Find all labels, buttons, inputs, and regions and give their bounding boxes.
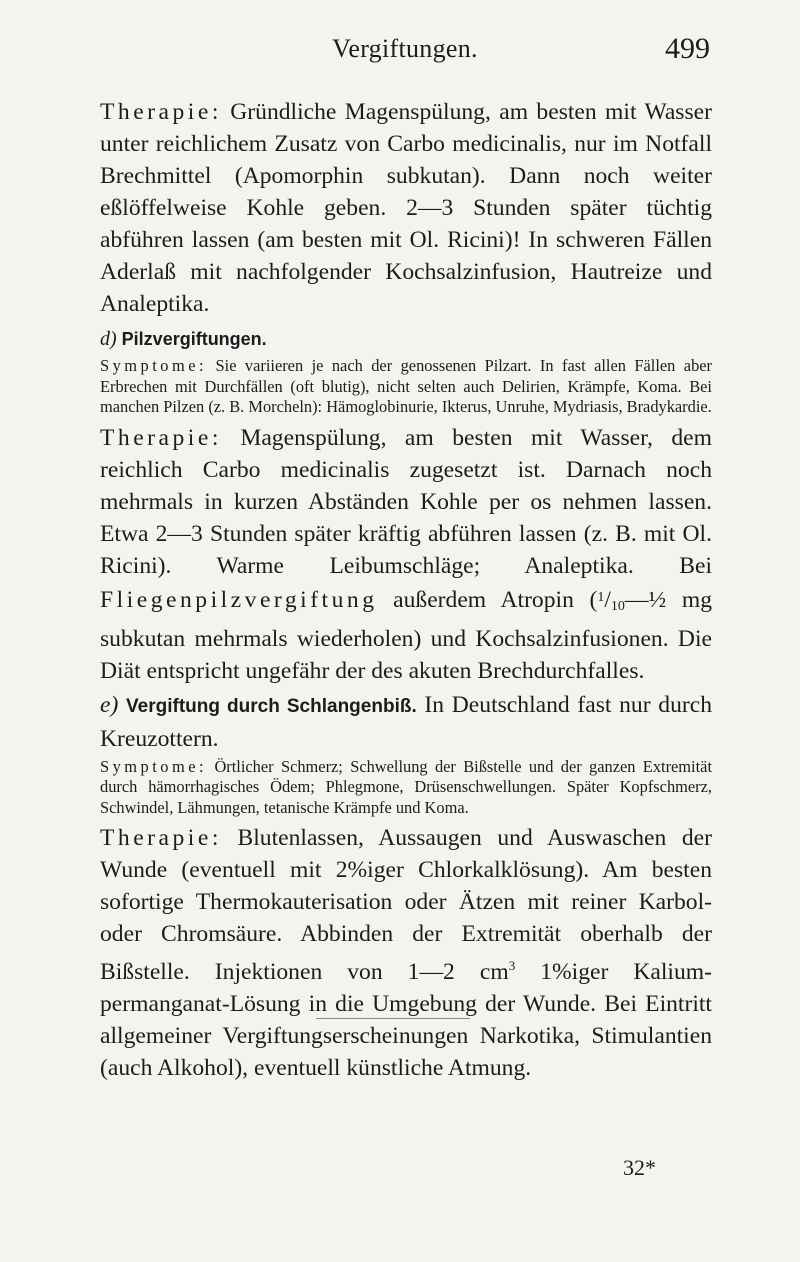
page-body <box>100 96 712 1084</box>
therapy-text: Blutenlassen, Aussaugen und Auswaschen der Wunde (eventuell mit 2%iger Chlorkalklösung). Am besten sofortige Thermokauterisation oder Ätzen mit reiner Karbol- oder Chromsäure. Abbinden der Extremität oberhalb der Bißstelle. Injektionen von 1—2 cm <box>100 825 712 985</box>
signature-mark: 32* <box>623 1155 656 1180</box>
divider-rule <box>316 1018 470 1019</box>
symptoms-paragraph-2 <box>100 757 712 819</box>
symptoms-label: Symptome: <box>100 756 208 776</box>
emphasized-term: Fliegenpilzvergiftung <box>100 586 378 613</box>
therapy-text: außerdem Atropin ( <box>377 586 598 613</box>
section-title: Vergiftung durch Schlangenbiß. <box>126 695 417 717</box>
symptoms-paragraph-1 <box>100 356 712 418</box>
symptoms-text: Örtlicher Schmerz; Schwellung der Bißstelle und der ganzen Extremität durch hämorrhagisches Ödem; Phlegmone, Drüsenschwellungen. Später Kopfschmerz, Schwindel, Lähmungen, tetanische Krämpfe und Koma. <box>100 756 712 817</box>
therapy-text: Gründliche Magenspülung, am besten mit Wasser unter reichlichem Zusatz von Carbo medicinalis, nur im Notfall Brechmittel (Apomorphin subkutan). Dann noch weiter eßlöffelweise Kohle geben. 2—3 Stunden später tüchtig abführen lassen (am besten mit Ol. Ricini)! In schweren Fällen Aderlaß mit nachfolgender Kochsalzinfusion, Hautreize und Analeptika. <box>100 99 712 317</box>
section-e-paragraph <box>100 689 712 755</box>
symptoms-text: Sie variieren je nach der genossenen Pilzart. In fast allen Fällen aber Erbrechen mit Durchfällen (oft blutig), nicht selten auch Delirien, Krämpfe, Koma. Bei manchen Pilzen (z. B. Morcheln): Hämoglobinurie, Ikterus, Unruhe, Mydriasis, Bradykardie. <box>100 356 712 416</box>
therapy-paragraph-1 <box>100 96 712 320</box>
therapy-text: 1%iger Kalium-permanganat-Lösung in die Umgebung der Wunde. Bei Eintritt allgemeiner Vergiftungserscheinungen Narkotika, Stimulantien (auch Alkohol), eventuell künstliche Atmung. <box>100 958 712 1081</box>
therapy-paragraph-3 <box>100 822 712 1084</box>
running-head: Vergiftungen. <box>332 34 478 63</box>
therapy-text: —½ mg subkutan mehrmals wiederholen) und Kochsalzinfusionen. Die Diät entspricht ungefähr der des akuten Brechdurchfalles. <box>100 586 712 684</box>
page-number: 499 <box>665 32 710 65</box>
therapy-label: Therapie: <box>100 424 222 451</box>
page-header <box>100 30 710 70</box>
therapy-text: Magenspülung, am besten mit Wasser, dem reichlich Carbo medicinalis zugesetzt ist. Darnach noch mehrmals in kurzen Abständen Kohle per os nehmen lassen. Etwa 2—3 Stunden später kräftig abführen lassen (z. B. mit Ol. Ricini). Warme Leibumschläge; Analeptika. Bei <box>100 424 712 579</box>
section-letter: d) <box>100 328 117 350</box>
superscript: 3 <box>508 958 516 973</box>
fraction-denominator: 10 <box>610 598 625 614</box>
therapy-label: Therapie: <box>100 825 222 851</box>
section-d-heading <box>100 324 712 354</box>
fraction-numerator: 1 <box>597 589 605 605</box>
section-letter: e) <box>100 691 119 718</box>
therapy-label: Therapie: <box>100 99 222 125</box>
therapy-paragraph-2: Therapie: Magenspülung, am besten mit Wasser, dem reichlich Carbo medicinalis zugesetzt ist. Darnach noch mehrmals in kurzen Abständen Kohle per os nehmen lassen. Etwa 2—3 Stunden später kräftig abführen lassen (z. B. mit Ol. Ricini). Warme Leibumschläge; Analeptika. Bei Fliegenpilzvergiftung außerdem Atropin ($^1$/10—½ mg subkutan mehrmals wiederholen) und Kochsalzinfusionen. Die Diät entspricht ungefähr der des akuten Brechdurchfalles. <box>100 424 712 684</box>
section-title: Pilzvergiftungen. <box>121 329 267 349</box>
section-text: In Deutschland fast nur durch Kreuzottern. <box>100 691 712 752</box>
symptoms-label: Symptome: <box>100 356 208 375</box>
